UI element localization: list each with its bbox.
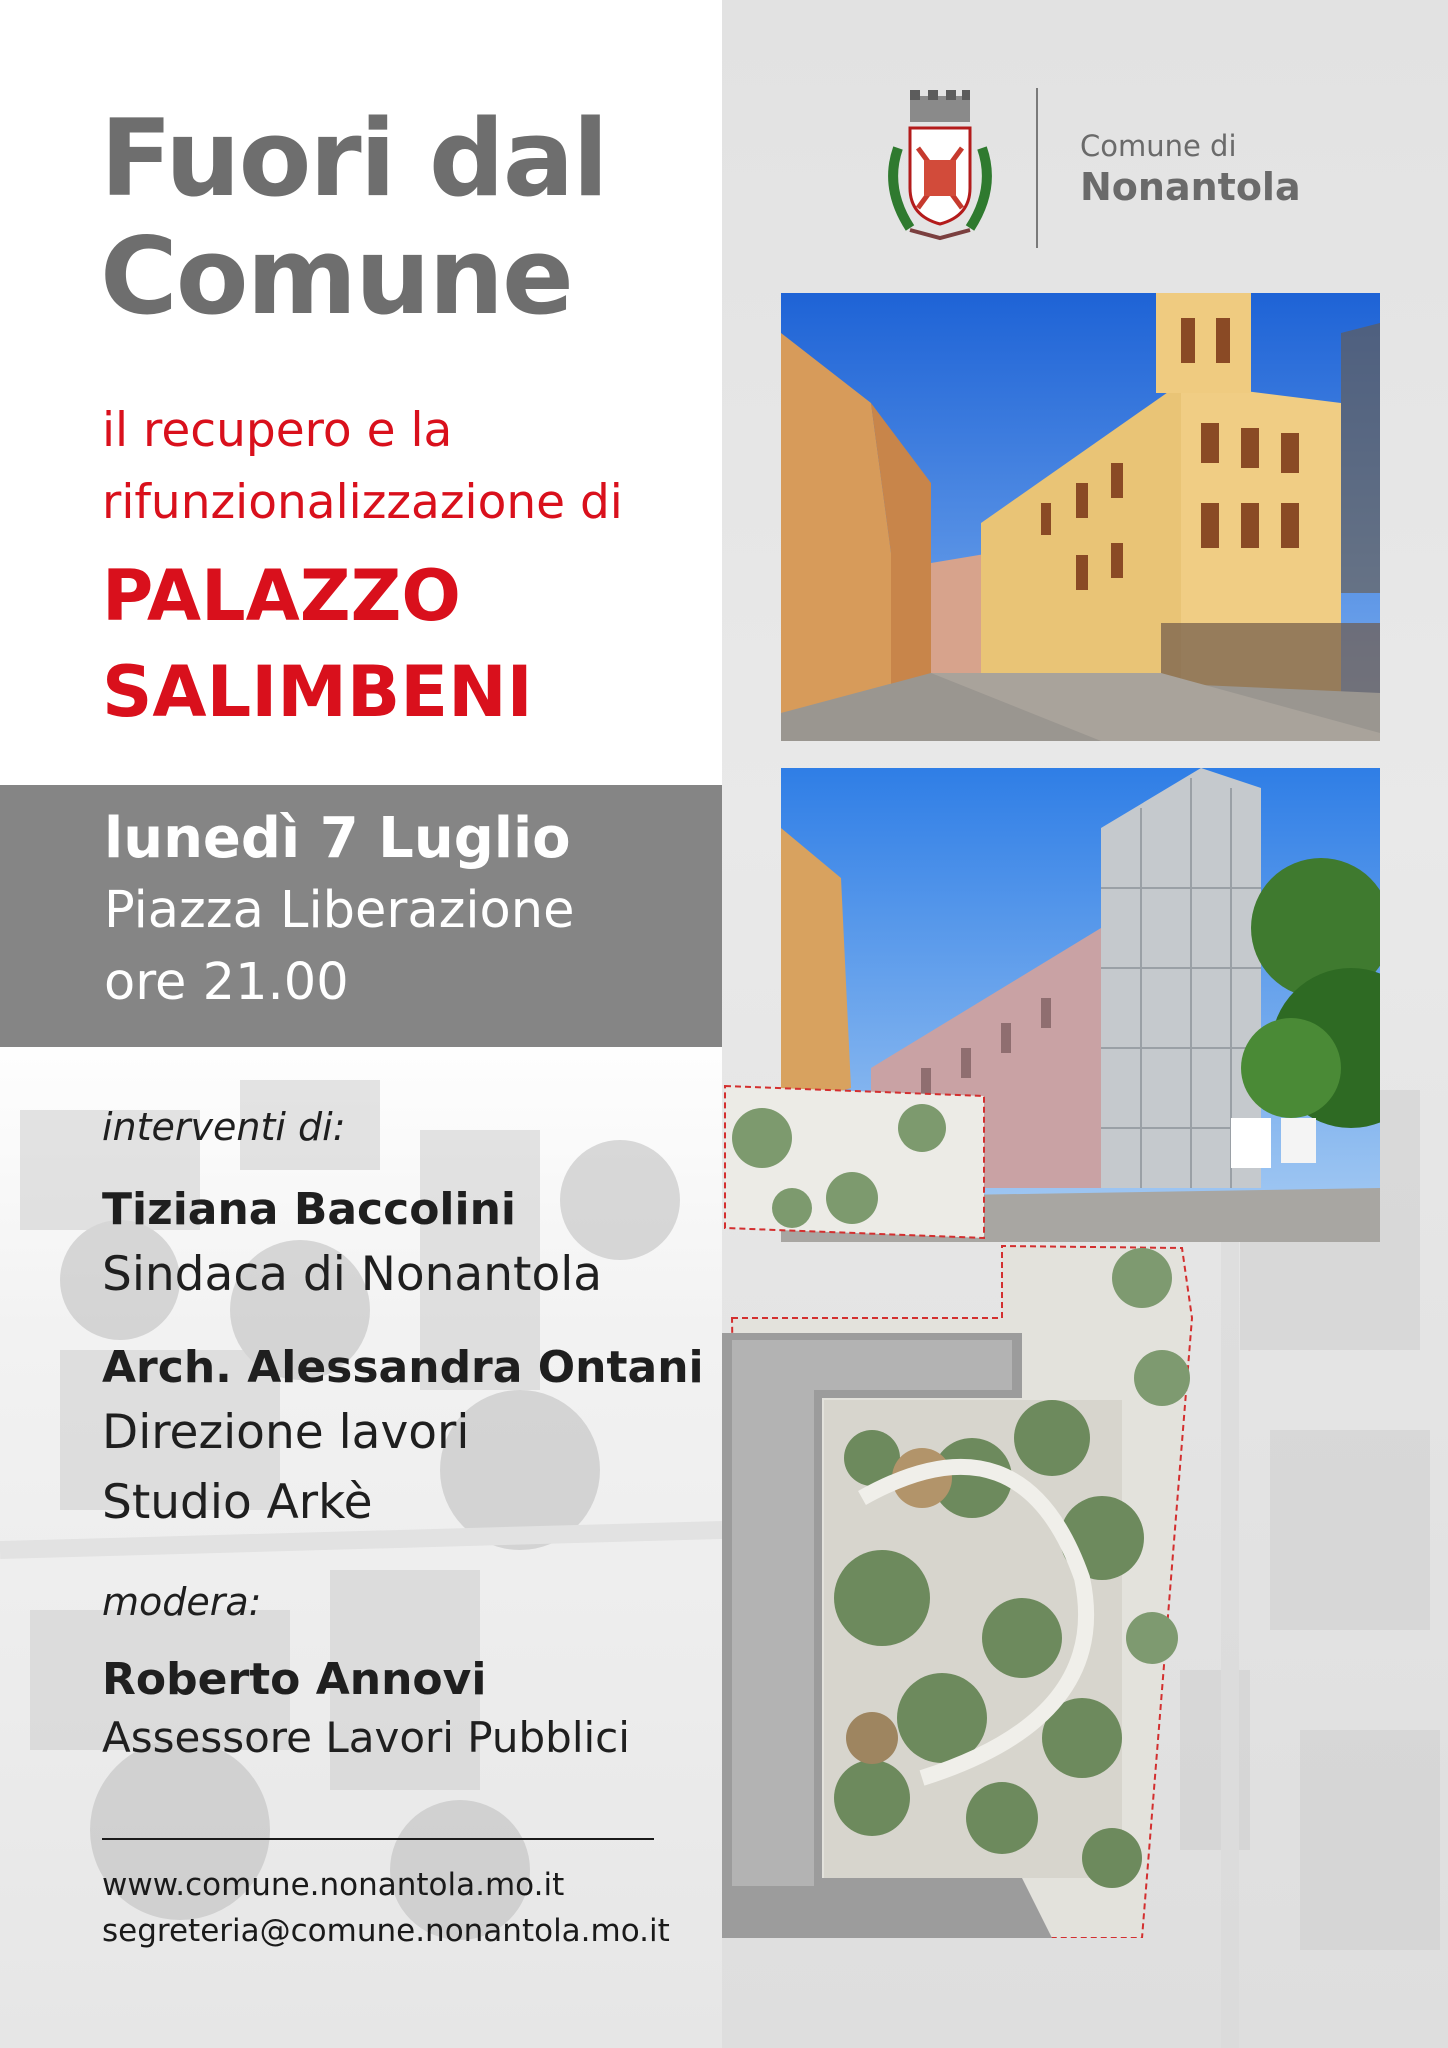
- headline: [102, 548, 722, 740]
- contacts: [102, 1862, 670, 1954]
- title-line-2: Comune: [100, 215, 572, 338]
- event-time: ore 21.00: [104, 953, 349, 1012]
- logo-line-1: Comune di: [1080, 129, 1237, 163]
- title-line-1: Fuori dal: [100, 97, 607, 220]
- event-location: Piazza Liberazione: [104, 881, 575, 940]
- email-link[interactable]: segreteria@comune.nonantola.mo.it: [102, 1913, 670, 1949]
- speaker-role: Direzione lavori: [102, 1405, 470, 1460]
- headline-line-2: SALIMBENI: [102, 651, 533, 733]
- event-details-band: [0, 785, 722, 1047]
- subtitle-line-2: rifunzionalizzazione di: [102, 475, 623, 530]
- headline-line-1: PALAZZO: [102, 555, 461, 637]
- subtitle: [102, 395, 722, 539]
- moderator-label: modera:: [102, 1580, 262, 1624]
- speaker-role: Studio Arkè: [102, 1475, 373, 1530]
- speakers-label: interventi di:: [102, 1105, 346, 1149]
- speaker-name: Arch. Alessandra Ontani: [102, 1342, 704, 1393]
- speaker-1: [102, 1180, 742, 1310]
- logo-line-2: Nonantola: [1080, 165, 1301, 209]
- main-title: [100, 97, 700, 338]
- palazzo-photo-before: [781, 293, 1380, 741]
- subtitle-line-1: il recupero e la: [102, 403, 453, 458]
- moderator: [102, 1650, 742, 1766]
- moderator-name: Roberto Annovi: [102, 1654, 487, 1705]
- moderator-role: Assessore Lavori Pubblici: [102, 1713, 630, 1762]
- speaker-name: Tiziana Baccolini: [102, 1184, 517, 1235]
- logo-text: [1080, 128, 1301, 210]
- speaker-2: [102, 1338, 742, 1538]
- speaker-role: Sindaca di Nonantola: [102, 1247, 603, 1302]
- website-link[interactable]: www.comune.nonantola.mo.it: [102, 1867, 565, 1903]
- event-date: lunedì 7 Luglio: [104, 806, 571, 871]
- coat-of-arms-icon: [880, 88, 1000, 248]
- logo-divider: [1036, 88, 1038, 248]
- footer-divider: [102, 1838, 654, 1840]
- site-plan-map: [722, 1078, 1202, 1938]
